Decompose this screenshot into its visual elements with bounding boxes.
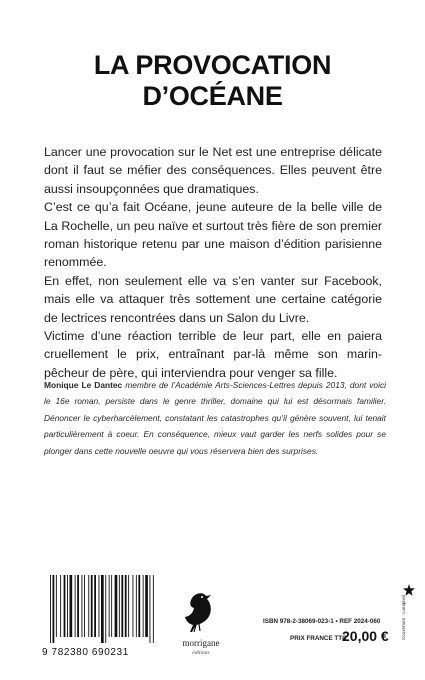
synopsis-paragraph: Victime d’une réaction terrible de leur part, elle en paiera cruellement le prix, entraînant par-là même son marin-pêcheur de père, qui interviendra pour venger sa fille.	[44, 329, 382, 380]
author-bio-text: membre de l’Académie Arts-Sciences-Lettres depuis 2013, dont voici le 16e roman, persiste dans le genre thriller, domaine qui lui est désormais familier. Dénoncer le cyberharcèlement, constatant les catastrophes qu’il génère souvent, lui tenait particulièrement à coeur. En conséquence, mieux vaut garder les nerfs solides pour se plonger dans cette nouvelle oeuvre qui vous réservera bien des surprises.	[44, 380, 386, 456]
author-name: Monique Le Dantec	[44, 380, 123, 390]
publisher-logo	[172, 580, 230, 666]
price-label: PRIX FRANCE TTC	[290, 635, 347, 642]
price-value: 20,00 €	[342, 628, 389, 644]
book-title-line-2: D’OCÉANE	[142, 81, 283, 111]
barcode-bars	[42, 575, 164, 645]
publisher-subtitle: éditions	[192, 650, 210, 656]
synopsis-paragraph: C’est ce qu’a fait Océane, jeune auteure de la belle ville de La Rochelle, un peu naïve et surtout très fière de son premier roman historique retenu par une maison d’édition parisienne renommée.	[44, 200, 382, 270]
synopsis-paragraph: Lancer une provocation sur le Net est une entreprise délicate dont il faut se méfier des conséquences. Elles peuvent être aussi insoupçonnées que dramatiques.	[44, 145, 382, 196]
isbn-barcode	[42, 575, 164, 661]
author-bio	[44, 377, 386, 459]
barcode-number: 9 782380 690231	[42, 647, 129, 658]
publisher-name: morrigane	[182, 638, 220, 648]
crow-icon	[172, 580, 230, 638]
isbn-reference: ISBN 978-2-38069-023-1 • REF 2024-060	[263, 618, 381, 625]
book-title-line-1: LA PROVOCATION	[93, 50, 332, 80]
synopsis-text	[44, 143, 382, 382]
synopsis-paragraph: En effet, non seulement elle va s’en vanter sur Facebook, mais elle va attaquer très sottement une certaine catégorie de lectrices rencontrées dans un Salon du Livre.	[44, 273, 382, 325]
cover-credit: Couverture : Lumipixel	[401, 594, 406, 640]
